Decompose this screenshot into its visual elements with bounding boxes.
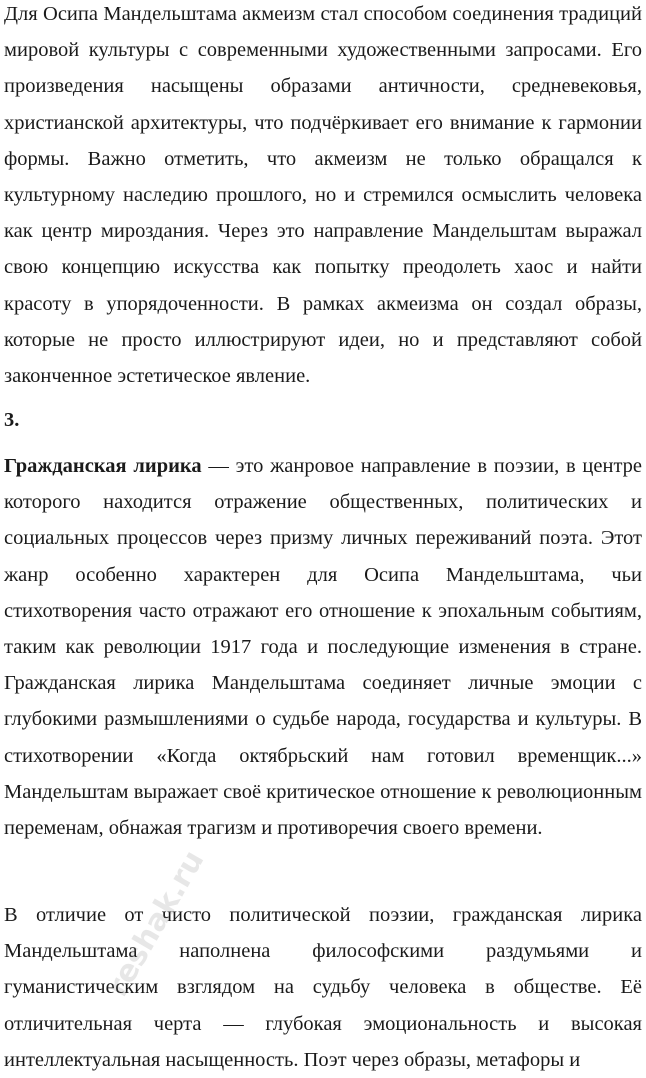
paragraph-acmeism: Для Осипа Мандельштама акмеизм стал способом соединения традиций мировой культуры с современными художественными запросами. Его произведения насыщены образами античности, средневековья, христианской архитектуры, что подчёркивает его внимание к гармонии формы. Важно отметить, что акмеизм не только обращался к культурному наследию прошлого, но и стремился осмыслить человека как центр мироздания. Через это направление Мандельштам выражал свою концепцию искусства как попытку преодолеть хаос и найти красоту в упорядоченности. В рамках акмеизма он создал образы, которые не просто иллюстрируют идеи, но и представляют собой законченное эстетическое явление.	[4, 3, 642, 388]
section-number: 3.	[4, 409, 20, 431]
paragraph-civic-lyrics	[4, 448, 642, 846]
term-civic-lyrics: Гражданская лирика	[4, 455, 202, 477]
paragraph-difference: В отличие от чисто политической поэзии, гражданская лирика Мандельштама наполнена философскими раздумьями и гуманистическим взглядом на судьбу человека в обществе. Её отличительная черта — глубокая эмоциональность и высокая интеллектуальная насыщенность. Поэт через образы, метафоры и	[4, 904, 642, 1071]
watermark-logo: reshak.ru	[100, 844, 212, 1003]
paragraph-civic-lyrics-text: — это жанровое направление в поэзии, в центре которого находится отражение общественных, политических и социальных процессов через призму личных переживаний поэта. Этот жанр особенно характерен для Осипа Мандельштама, чьи стихотворения часто отражают его отношение к эпохальным событиям, таким как революции 1917 года и последующие изменения в стране. Гражданская лирика Мандельштама соединяет личные эмоции с глубокими размышлениями о судьбе народа, государства и культуры. В стихотворении «Когда октябрьский нам готовил временщик...» Мандельштам выражает своё критическое отношение к революционным переменам, обнажая трагизм и противоречия своего времени.	[4, 455, 642, 840]
